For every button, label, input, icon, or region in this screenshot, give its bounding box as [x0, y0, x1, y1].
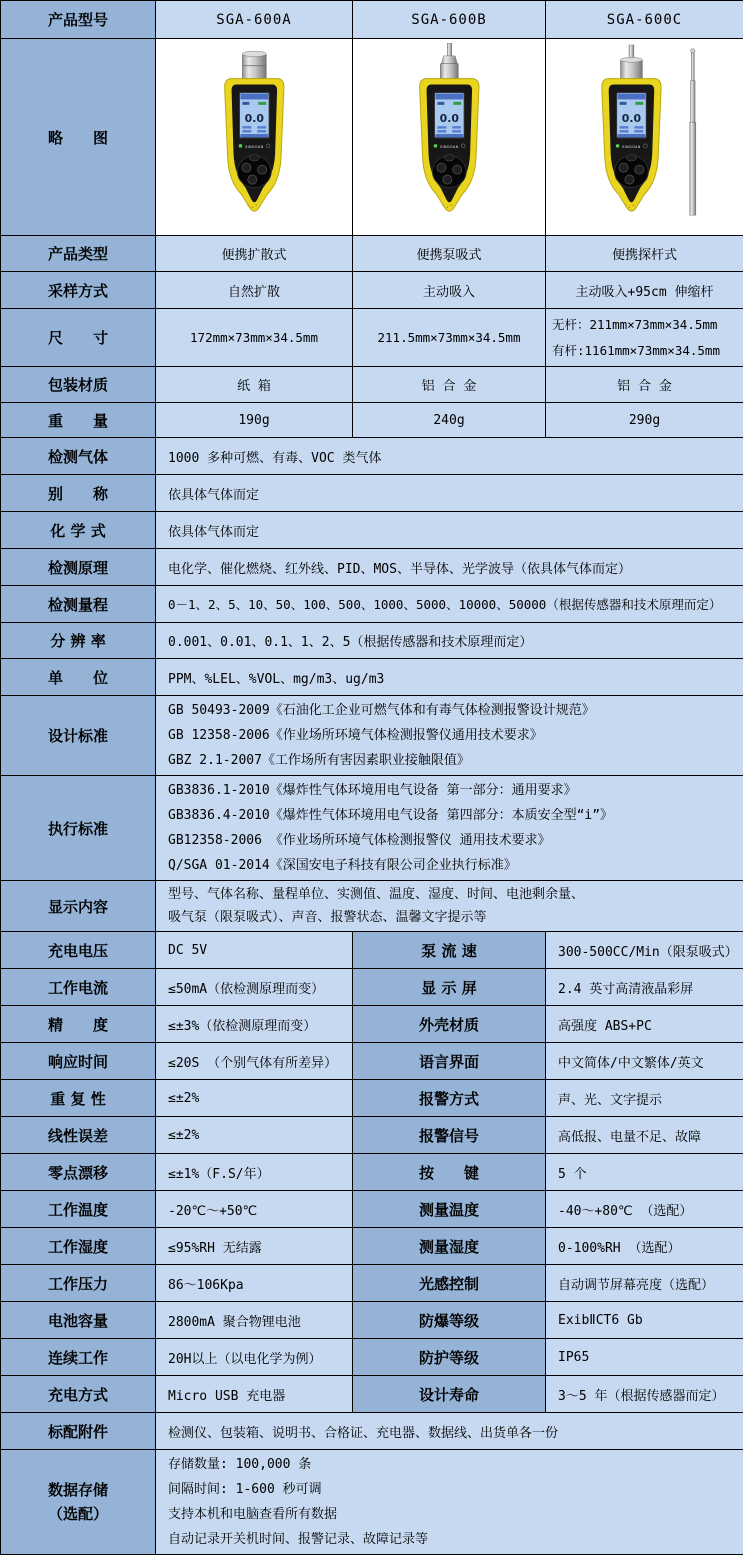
- device-image-sga600b: [385, 43, 514, 231]
- design-standard-line1: GB 50493-2009《石油化工企业可燃气体和有毒气体检测报警设计规范》: [168, 698, 735, 723]
- pump-probe-icon: [440, 43, 458, 79]
- row-label-resolution: 分 辨 率: [1, 623, 156, 659]
- model-name-sga600a: SGA-600A: [156, 1, 353, 39]
- execution-standard-line2: GB3836.4-2010《爆炸性气体环境用电气设备 第四部分：本质安全型“i”》: [168, 803, 735, 828]
- dimensions-c: [546, 309, 743, 367]
- chemical-formula-value: 依具体气体而定: [156, 512, 743, 549]
- sampling-row: [1, 272, 743, 309]
- dual-row-6: [1, 1154, 743, 1191]
- lcd-screen: [434, 92, 464, 138]
- light-control-value: 自动调节屏幕亮度（选配）: [546, 1265, 743, 1302]
- dimensions-a: 172mm×73mm×34.5mm: [156, 309, 353, 367]
- row-label-unit: 单 位: [1, 659, 156, 696]
- row-label-accessories: 标配附件: [1, 1413, 156, 1450]
- execution-standard-line1: GB3836.1-2010《爆炸性气体环境用电气设备 第一部分：通用要求》: [168, 778, 735, 803]
- row-label-weight: 重 量: [1, 403, 156, 438]
- row-label-shell-material: 外壳材质: [353, 1006, 546, 1043]
- data-storage-line2: 间隔时间: 1-600 秒可调: [168, 1477, 735, 1502]
- dimensions-c-line2: 有杆:1161mm×73mm×34.5mm: [552, 338, 735, 364]
- dual-row-7: [1, 1191, 743, 1228]
- row-label-execution-standard: 执行标准: [1, 776, 156, 881]
- row-label-working-humidity: 工作湿度: [1, 1228, 156, 1265]
- packaging-b: 铝 合 金: [353, 367, 546, 403]
- model-header-row: [1, 1, 743, 39]
- row-label-pump-flow: 泵 流 速: [353, 932, 546, 969]
- product-type-b: 便携泵吸式: [353, 236, 546, 272]
- range-row: [1, 586, 743, 623]
- unit-row: [1, 659, 743, 696]
- row-label-design-standard: 设计标准: [1, 696, 156, 776]
- alias-value: 依具体气体而定: [156, 475, 743, 512]
- display-content-row: [1, 881, 743, 932]
- dual-row-1: [1, 969, 743, 1006]
- sketch-row: [1, 39, 743, 236]
- dual-row-3: [1, 1043, 743, 1080]
- measure-temp-value: -40～+80℃ （选配）: [546, 1191, 743, 1228]
- design-standard-row: [1, 696, 743, 776]
- protection-grade-value: IP65: [546, 1339, 743, 1376]
- formula-row: [1, 512, 743, 549]
- device-image-sga600a: [190, 43, 319, 231]
- packaging-c: 铝 合 金: [546, 367, 743, 403]
- svg-text:0.0: 0.0: [244, 112, 264, 125]
- telescopic-rod-icon: [690, 49, 696, 215]
- row-label-alarm-signal: 报警信号: [353, 1117, 546, 1154]
- data-storage-value: [156, 1450, 743, 1555]
- data-storage-line1: 存储数量: 100,000 条: [168, 1452, 735, 1477]
- pump-flow-value: 300-500CC/Min（限泵吸式）: [546, 932, 743, 969]
- packaging-row: [1, 367, 743, 403]
- row-label-chemical-formula: 化 学 式: [1, 512, 156, 549]
- execution-standard-row: [1, 776, 743, 881]
- execution-standard-line3: GB12358-2006 《作业场所环境气体检测报警仪 通用技术要求》: [168, 828, 735, 853]
- data-storage-line3: 支持本机和电脑查看所有数据: [168, 1502, 735, 1527]
- data-storage-label-line1: 数据存储: [1, 1478, 155, 1502]
- image-cell-sga600a: [156, 39, 353, 236]
- detection-principle-value: 电化学、催化燃烧、红外线、PID、MOS、半导体、光学波导（依具体气体而定）: [156, 549, 743, 586]
- led-indicator-icon: [433, 144, 437, 148]
- svg-text:0.0: 0.0: [439, 112, 459, 125]
- packaging-a: 纸 箱: [156, 367, 353, 403]
- shell-material-value: 高强度 ABS+PC: [546, 1006, 743, 1043]
- model-name-sga600b: SGA-600B: [353, 1, 546, 39]
- sampling-a: 自然扩散: [156, 272, 353, 309]
- sampling-b: 主动吸入: [353, 272, 546, 309]
- row-label-measure-temp: 测量温度: [353, 1191, 546, 1228]
- dual-row-4: [1, 1080, 743, 1117]
- sampling-c: 主动吸入+95cm 伸缩杆: [546, 272, 743, 309]
- row-label-repeatability: 重 复 性: [1, 1080, 156, 1117]
- design-standard-line3: GBZ 2.1-2007《工作场所有害因素职业接触限值》: [168, 748, 735, 773]
- alias-row: [1, 475, 743, 512]
- measure-humidity-value: 0-100%RH （选配）: [546, 1228, 743, 1265]
- row-label-display-screen: 显 示 屏: [353, 969, 546, 1006]
- data-storage-row: [1, 1450, 743, 1555]
- image-cell-sga600c: [546, 39, 743, 236]
- row-label-charge-voltage: 充电电压: [1, 932, 156, 969]
- weight-c: 290g: [546, 403, 743, 438]
- weight-row: [1, 403, 743, 438]
- row-label-working-current: 工作电流: [1, 969, 156, 1006]
- row-label-product-type: 产品类型: [1, 236, 156, 272]
- row-label-measure-humidity: 测量湿度: [353, 1228, 546, 1265]
- dual-row-8: [1, 1228, 743, 1265]
- working-humidity-value: ≤95%RH 无结露: [156, 1228, 353, 1265]
- row-label-continuous-work: 连续工作: [1, 1339, 156, 1376]
- buttons-value: 5 个: [546, 1154, 743, 1191]
- response-time-value: ≤20S （个别气体有所差异）: [156, 1043, 353, 1080]
- row-label-alarm-mode: 报警方式: [353, 1080, 546, 1117]
- language-value: 中文简体/中文繁体/英文: [546, 1043, 743, 1080]
- accessories-row: [1, 1413, 743, 1450]
- led-indicator-icon: [238, 144, 242, 148]
- led-indicator-icon: [616, 144, 620, 148]
- svg-text:0.0: 0.0: [622, 112, 642, 125]
- design-standard-value: [156, 696, 743, 776]
- row-label-light-control: 光感控制: [353, 1265, 546, 1302]
- row-label-buttons: 按 键: [353, 1154, 546, 1191]
- data-storage-line4: 自动记录开关机时间、报警记录、故障记录等: [168, 1527, 735, 1552]
- display-content-line1: 型号、气体名称、量程单位、实测值、温度、湿度、时间、电池剩余量、: [168, 883, 735, 906]
- principle-row: [1, 549, 743, 586]
- row-label-charge-method: 充电方式: [1, 1376, 156, 1413]
- execution-standard-line4: Q/SGA 01-2014《深国安电子科技有限公司企业执行标准》: [168, 853, 735, 878]
- product-type-row: [1, 236, 743, 272]
- dual-row-9: [1, 1265, 743, 1302]
- row-label-dimensions: 尺 寸: [1, 309, 156, 367]
- row-label-detection-range: 检测量程: [1, 586, 156, 623]
- charge-voltage-value: DC 5V: [156, 932, 353, 969]
- dimensions-c-line1: 无杆：211mm×73mm×34.5mm: [552, 312, 735, 338]
- detection-range-value: 0－1、2、5、10、50、100、500、1000、5000、10000、50000（根据传感器和技术原理而定）: [156, 586, 743, 623]
- row-label-data-storage: [1, 1450, 156, 1555]
- dimensions-row: [1, 309, 743, 367]
- gas-row: [1, 438, 743, 475]
- battery-capacity-value: 2800mA 聚合物锂电池: [156, 1302, 353, 1339]
- detected-gas-value: 1000 多种可燃、有毒、VOC 类气体: [156, 438, 743, 475]
- row-label-battery-capacity: 电池容量: [1, 1302, 156, 1339]
- row-label-packaging: 包装材质: [1, 367, 156, 403]
- dual-row-2: [1, 1006, 743, 1043]
- dual-row-11: [1, 1339, 743, 1376]
- image-cell-sga600b: [353, 39, 546, 236]
- row-label-design-life: 设计寿命: [353, 1376, 546, 1413]
- row-label-zero-drift: 零点漂移: [1, 1154, 156, 1191]
- device-image-sga600c: [580, 43, 709, 231]
- alarm-signal-value: 高低报、电量不足、故障: [546, 1117, 743, 1154]
- accuracy-value: ≤±3%（依检测原理而变）: [156, 1006, 353, 1043]
- data-storage-label-line2: （选配）: [1, 1502, 155, 1526]
- row-label-detected-gas: 检测气体: [1, 438, 156, 475]
- row-label-alias: 别 称: [1, 475, 156, 512]
- repeatability-value: ≤±2%: [156, 1080, 353, 1117]
- alarm-mode-value: 声、光、文字提示: [546, 1080, 743, 1117]
- dual-row-10: [1, 1302, 743, 1339]
- zero-drift-value: ≤±1%（F.S/年）: [156, 1154, 353, 1191]
- weight-b: 240g: [353, 403, 546, 438]
- design-standard-line2: GB 12358-2006《作业场所环境气体检测报警仪通用技术要求》: [168, 723, 735, 748]
- probe-cap-icon: [621, 45, 643, 79]
- working-current-value: ≤50mA（依检测原理而变）: [156, 969, 353, 1006]
- svg-text:SINGOAN: SINGOAN: [440, 145, 458, 149]
- row-label-explosion-proof: 防爆等级: [353, 1302, 546, 1339]
- row-label-product-model: 产品型号: [1, 1, 156, 39]
- dimensions-b: 211.5mm×73mm×34.5mm: [353, 309, 546, 367]
- dual-row-5: [1, 1117, 743, 1154]
- continuous-work-value: 20H以上（以电化学为例）: [156, 1339, 353, 1376]
- working-pressure-value: 86～106Kpa: [156, 1265, 353, 1302]
- working-temp-value: -20℃～+50℃: [156, 1191, 353, 1228]
- execution-standard-value: [156, 776, 743, 881]
- display-content-line2: 吸气泵（限泵吸式）、声音、报警状态、温馨文字提示等: [168, 906, 735, 929]
- svg-text:SINGOAN: SINGOAN: [622, 145, 640, 149]
- display-screen-value: 2.4 英寸高清液晶彩屏: [546, 969, 743, 1006]
- lcd-screen: [239, 92, 269, 138]
- svg-text:SINGOAN: SINGOAN: [245, 145, 263, 149]
- row-label-sketch: 略 图: [1, 39, 156, 236]
- dual-row-0: [1, 932, 743, 969]
- product-type-a: 便携扩散式: [156, 236, 353, 272]
- resolution-value: 0.001、0.01、0.1、1、2、5（根据传感器和技术原理而定）: [156, 623, 743, 659]
- row-label-accuracy: 精 度: [1, 1006, 156, 1043]
- row-label-sampling: 采样方式: [1, 272, 156, 309]
- design-life-value: 3～5 年（根据传感器而定）: [546, 1376, 743, 1413]
- row-label-detection-principle: 检测原理: [1, 549, 156, 586]
- diffusion-sensor-cap-icon: [242, 51, 266, 79]
- accessories-value: 检测仪、包装箱、说明书、合格证、充电器、数据线、出货单各一份: [156, 1413, 743, 1450]
- weight-a: 190g: [156, 403, 353, 438]
- unit-value: PPM、%LEL、%VOL、mg/m3、ug/m3: [156, 659, 743, 696]
- resolution-row: [1, 623, 743, 659]
- row-label-working-temp: 工作温度: [1, 1191, 156, 1228]
- row-label-response-time: 响应时间: [1, 1043, 156, 1080]
- lcd-screen: [617, 92, 647, 138]
- row-label-linearity-error: 线性误差: [1, 1117, 156, 1154]
- model-name-sga600c: SGA-600C: [546, 1, 743, 39]
- explosion-proof-value: ExibⅡCT6 Gb: [546, 1302, 743, 1339]
- linearity-error-value: ≤±2%: [156, 1117, 353, 1154]
- dual-row-12: [1, 1376, 743, 1413]
- row-label-protection-grade: 防护等级: [353, 1339, 546, 1376]
- row-label-working-pressure: 工作压力: [1, 1265, 156, 1302]
- display-content-value: [156, 881, 743, 932]
- row-label-display-content: 显示内容: [1, 881, 156, 932]
- row-label-language: 语言界面: [353, 1043, 546, 1080]
- product-type-c: 便携探杆式: [546, 236, 743, 272]
- charge-method-value: Micro USB 充电器: [156, 1376, 353, 1413]
